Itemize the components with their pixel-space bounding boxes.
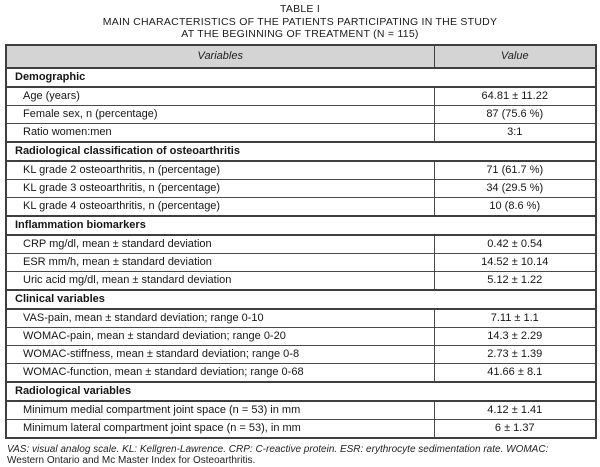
section-title: Radiological classification of osteoarthritis [6,142,596,161]
table-title-line2: AT THE BEGINNING OF TREATMENT (N = 115) [181,28,419,40]
variable-label: Minimum lateral compartment joint space (n = 53), in mm [6,419,434,438]
table-row [6,419,596,438]
table-row [6,87,596,106]
section-title: Radiological variables [6,382,596,401]
variable-label: Age (years) [6,87,434,106]
variable-value: 10 (8.6 %) [434,197,596,216]
variable-value: 34 (29.5 %) [434,179,596,197]
variable-value: 41.66 ± 8.1 [434,363,596,382]
table-title-block [0,0,600,41]
table-title-line1: MAIN CHARACTERISTICS OF THE PATIENTS PARTICIPATING IN THE STUDY [102,15,498,28]
variable-label: VAS-pain, mean ± standard deviation; range 0-10 [6,309,434,328]
variable-label: KL grade 4 osteoarthritis, n (percentage) [6,197,434,216]
table-row [6,253,596,271]
table-row [6,327,596,345]
variable-label: WOMAC-function, mean ± standard deviation; range 0-68 [6,363,434,382]
table-footnote [7,444,593,467]
section-title: Inflammation biomarkers [6,216,596,235]
section-row [6,142,596,161]
table-row [6,105,596,123]
section-row [6,216,596,235]
table-row [6,271,596,290]
table-row [6,401,596,420]
table-row [6,179,596,197]
variable-label: KL grade 3 osteoarthritis, n (percentage) [6,179,434,197]
section-title: Clinical variables [6,290,596,309]
variable-label: Uric acid mg/dl, mean ± standard deviation [6,271,434,290]
table-row [6,197,596,216]
variable-value: 14.52 ± 10.14 [434,253,596,271]
table-number: TABLE I [279,3,321,15]
variable-label: WOMAC-pain, mean ± standard deviation; range 0-20 [6,327,434,345]
column-header-variables: Variables [6,45,434,68]
variable-value: 71 (61.7 %) [434,161,596,180]
table-row [6,363,596,382]
characteristics-table [5,44,597,439]
variable-value: 64.81 ± 11.22 [434,87,596,106]
variable-value: 2.73 ± 1.39 [434,345,596,363]
table-header-row [6,45,596,68]
section-row [6,290,596,309]
variable-label: ESR mm/h, mean ± standard deviation [6,253,434,271]
variable-label: KL grade 2 osteoarthritis, n (percentage) [6,161,434,180]
variable-label: WOMAC-stiffness, mean ± standard deviation; range 0-8 [6,345,434,363]
variable-label: Ratio women:men [6,123,434,142]
section-row [6,382,596,401]
variable-value: 87 (75.6 %) [434,105,596,123]
variable-value: 3:1 [434,123,596,142]
variable-label: Minimum medial compartment joint space (n = 53) in mm [6,401,434,420]
variable-value: 5.12 ± 1.22 [434,271,596,290]
table-row [6,345,596,363]
table-row [6,123,596,142]
table-row [6,235,596,254]
table-row [6,161,596,180]
section-title: Demographic [6,68,596,87]
variable-value: 7.11 ± 1.1 [434,309,596,328]
variable-value: 6 ± 1.37 [434,419,596,438]
variable-label: CRP mg/dl, mean ± standard deviation [6,235,434,254]
table-row [6,309,596,328]
variable-label: Female sex, n (percentage) [6,105,434,123]
variable-value: 0.42 ± 0.54 [434,235,596,254]
column-header-value: Value [434,45,596,68]
footnote-womac-expansion: Western Ontario and Mc Master Index for Osteoarthritis. [7,455,256,466]
section-row [6,68,596,87]
footnote-abbreviations: VAS: visual analog scale. KL: Kellgren-Lawrence. CRP: C-reactive protein. ESR: erythrocyte sedimentation rate. WOMAC: [7,443,549,455]
variable-value: 4.12 ± 1.41 [434,401,596,420]
variable-value: 14.3 ± 2.29 [434,327,596,345]
